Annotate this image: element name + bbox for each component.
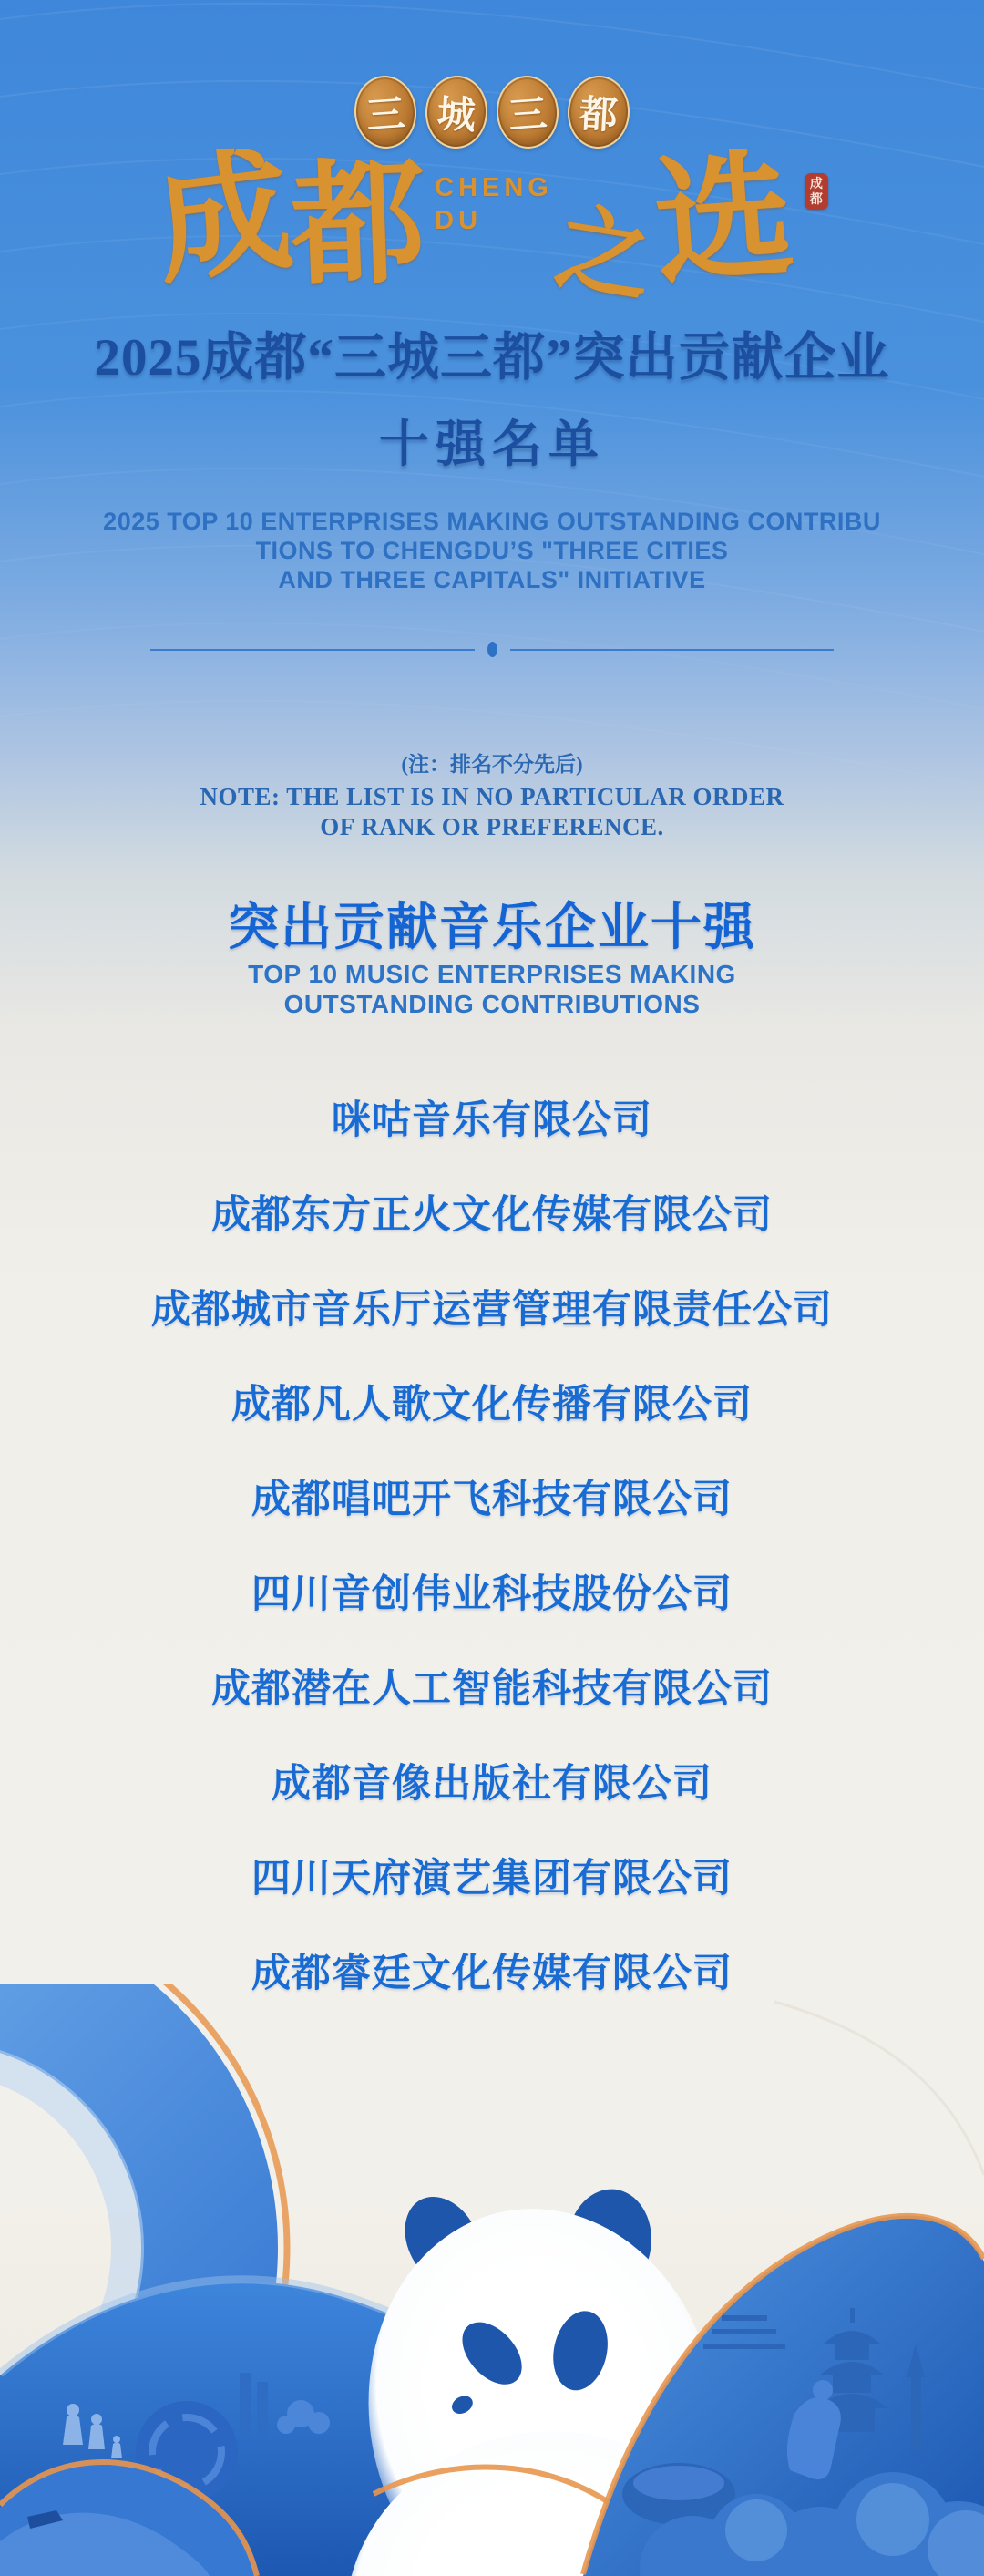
company-list-item: 四川天府演艺集团有限公司 — [251, 1856, 733, 1901]
poster-title-line1: 2025成都“三城三都”突出贡献企业 — [94, 329, 890, 386]
seal-char: 成 — [809, 176, 823, 191]
company-list-item: 成都东方正火文化传媒有限公司 — [211, 1192, 773, 1237]
subtitle-line: TIONS TO CHENGDU’S "THREE CITIES — [255, 537, 729, 564]
company-list-item: 四川音创伟业科技股份公司 — [251, 1571, 733, 1616]
latin-line: DU — [435, 206, 483, 236]
calligraphy-char: 都 — [288, 149, 429, 304]
company-list-item: 成都唱吧开飞科技有限公司 — [251, 1477, 733, 1521]
badge-char: 都 — [578, 93, 619, 139]
badge-char: 三 — [507, 93, 548, 139]
poster-subtitle-english — [0, 507, 984, 594]
company-list-item: 成都城市音乐厅运营管理有限责任公司 — [151, 1287, 833, 1332]
poster-title-line2: 十强名单 — [378, 417, 605, 472]
calligraphy-char: 之 — [548, 195, 660, 314]
company-list-item: 咪咕音乐有限公司 — [332, 1097, 652, 1142]
section-english-line: OUTSTANDING CONTRIBUTIONS — [283, 990, 701, 1018]
footer-illustration — [0, 1984, 984, 2576]
three-cities-three-capitals-badge — [0, 76, 984, 149]
company-list-item: 成都潜在人工智能科技有限公司 — [211, 1666, 773, 1711]
badge-medallion — [352, 74, 418, 151]
company-list — [0, 1069, 984, 2017]
calligraphy-char: 成 — [147, 136, 300, 302]
divider-line-left — [150, 649, 475, 651]
subtitle-line: AND THREE CAPITALS" INITIATIVE — [278, 566, 706, 593]
chengdu-zhixuan-calligraphy — [0, 136, 984, 314]
divider-line-right — [510, 649, 835, 651]
light-swirl-line — [774, 2002, 984, 2175]
badge-char: 城 — [436, 93, 477, 139]
note-english-line2: OF RANK OR PREFERENCE. — [320, 813, 664, 840]
section-title-music-top10: 突出贡献音乐企业十强 — [228, 898, 756, 955]
company-list-item: 成都音像出版社有限公司 — [272, 1761, 712, 1806]
section-english-line: TOP 10 MUSIC ENTERPRISES MAKING — [248, 960, 736, 988]
ranking-note — [0, 747, 984, 842]
badge-medallion — [494, 74, 560, 151]
note-english-line1: NOTE: THE LIST IS IN NO PARTICULAR ORDER — [200, 783, 784, 810]
red-seal-stamp — [805, 173, 828, 210]
company-list-item: 成都睿廷文化传媒有限公司 — [251, 1951, 733, 1995]
calligraphy-char: 选 — [650, 139, 799, 303]
seal-char: 都 — [809, 191, 823, 206]
section-title-english — [0, 959, 984, 1019]
note-chinese: (注：排名不分先后) — [401, 753, 583, 776]
divider-dot — [487, 642, 497, 657]
latin-line: CHENG — [435, 173, 553, 202]
company-list-item: 成都凡人歌文化传播有限公司 — [231, 1382, 753, 1427]
badge-char: 三 — [364, 93, 406, 139]
chengdu-latin-label — [435, 171, 553, 238]
subtitle-line: 2025 TOP 10 ENTERPRISES MAKING OUTSTANDING CONTRIBU — [103, 508, 881, 535]
badge-medallion — [566, 74, 631, 149]
divider — [150, 642, 834, 657]
badge-medallion — [424, 74, 489, 149]
